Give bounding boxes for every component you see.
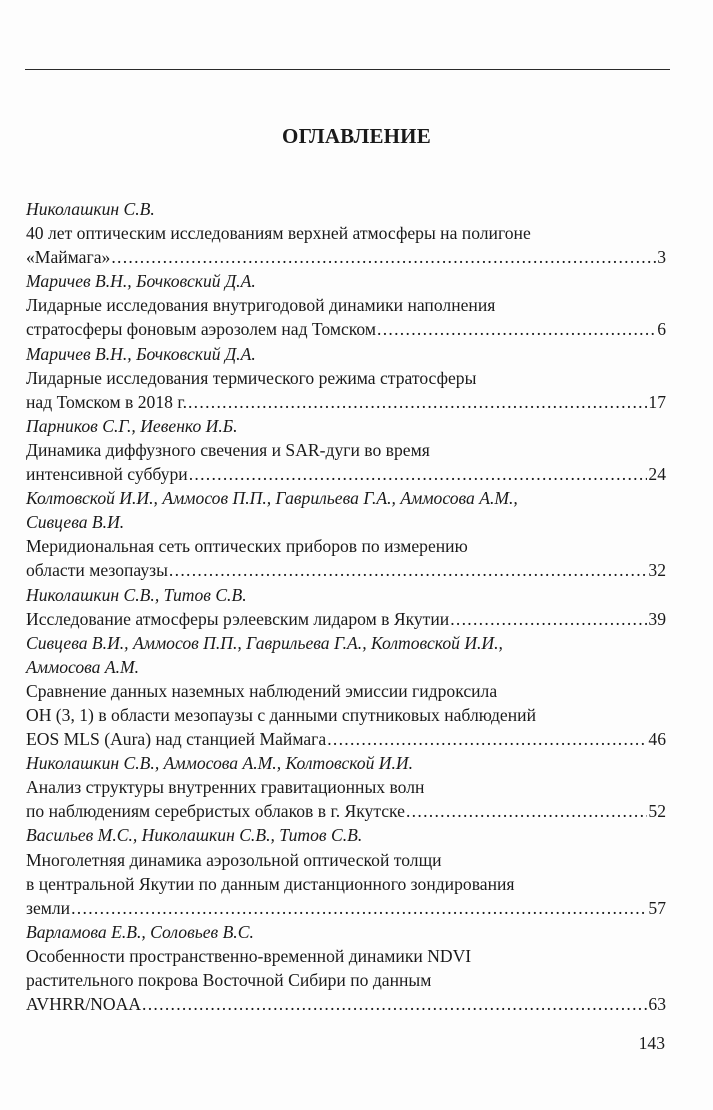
page-number: 143	[638, 1033, 665, 1053]
entry-page-number[interactable]: 57	[648, 897, 666, 918]
dot-leader	[189, 462, 648, 486]
entry-title-last-line[interactable]	[26, 558, 666, 582]
entry-title-text: стратосферы фоновым аэрозолем над Томском	[26, 319, 377, 340]
entry-title-line: растительного покрова Восточной Сибири по данным	[26, 970, 432, 990]
toc-entry[interactable]	[26, 823, 666, 919]
toc-entry[interactable]	[26, 920, 666, 1016]
entry-page-number[interactable]: 63	[648, 994, 666, 1015]
entry-authors: Сивцева В.И.	[26, 512, 125, 533]
toc-entry[interactable]	[26, 631, 666, 751]
entry-page-number[interactable]: 52	[648, 801, 666, 822]
entry-authors: Николашкин С.В.	[26, 199, 155, 219]
toc-entry[interactable]	[26, 486, 666, 582]
entry-title-line: Многолетняя динамика аэрозольной оптической толщи	[26, 849, 442, 870]
entry-authors: Аммосова А.М.	[26, 656, 140, 677]
toc-entry[interactable]	[26, 751, 666, 823]
entry-title-last-line[interactable]	[26, 992, 666, 1016]
entry-authors: Николашкин С.В., Аммосова А.М., Колтовской И.И.	[26, 753, 414, 774]
dot-leader	[406, 799, 647, 823]
entry-title-line: 40 лет оптическим исследованиям верхней атмосферы на полигоне	[26, 223, 531, 244]
entry-authors: Маричев В.Н., Бочковский Д.А.	[26, 343, 256, 364]
entry-title-last-line[interactable]	[26, 799, 666, 823]
page-title: ОГЛАВЛЕНИЕ	[282, 124, 431, 148]
entry-page-number[interactable]: 24	[648, 464, 666, 485]
entry-title-line: ОН (3, 1) в области мезопаузы с данными спутниковых наблюдений	[26, 704, 536, 725]
entry-title-line: Лидарные исследования термического режима стратосферы	[26, 367, 477, 388]
entry-title-last-line[interactable]	[26, 390, 666, 414]
dot-leader	[169, 558, 647, 582]
dot-leader	[377, 317, 656, 341]
entry-title-line: в центральной Якутии по данным дистанционного зондирования	[26, 873, 515, 894]
entry-title-last-line[interactable]	[26, 245, 666, 269]
entry-authors: Маричев В.Н., Бочковский Д.А.	[26, 271, 256, 292]
table-of-contents	[26, 197, 666, 1016]
toc-entry[interactable]	[26, 269, 666, 341]
dot-leader	[450, 607, 647, 631]
toc-entry[interactable]	[26, 342, 666, 414]
entry-title-line: Лидарные исследования внутригодовой динамики наполнения	[26, 295, 496, 316]
toc-entry[interactable]	[26, 583, 666, 631]
entry-title-line: Сравнение данных наземных наблюдений эмиссии гидроксила	[26, 680, 498, 701]
entry-title-last-line[interactable]	[26, 317, 666, 341]
entry-authors: Николашкин С.В., Титов С.В.	[26, 584, 247, 605]
dot-leader	[142, 992, 647, 1016]
entry-page-number[interactable]: 32	[648, 560, 666, 581]
entry-page-number[interactable]: 46	[648, 729, 666, 750]
header-rule	[25, 69, 670, 70]
entry-title-text: AVHRR/NOAA	[26, 994, 142, 1015]
entry-title-last-line[interactable]	[26, 607, 666, 631]
toc-entry[interactable]	[26, 414, 666, 486]
entry-title-last-line[interactable]	[26, 727, 666, 751]
entry-title-text: по наблюдениям серебристых облаков в г. Якутске	[26, 801, 405, 822]
entry-title-text: EOS MLS (Aura) над станцией Маймага	[26, 729, 327, 750]
entry-title-text: области мезопаузы	[26, 560, 168, 581]
entry-title-line: Меридиональная сеть оптических приборов по измерению	[26, 536, 468, 557]
entry-title-text: Исследование атмосферы рэлеевским лидаром в Якутии	[26, 608, 450, 629]
entry-authors: Парников С.Г., Иевенко И.Б.	[26, 415, 238, 436]
entry-authors: Колтовской И.И., Аммосов П.П., Гаврильева Г.А., Аммосова А.М.,	[26, 488, 518, 509]
entry-authors: Сивцева В.И., Аммосов П.П., Гаврильева Г.А., Колтовской И.И.,	[26, 632, 503, 653]
entry-authors: Варламова Е.В., Соловьев В.С.	[26, 921, 254, 942]
entry-title-text: земли	[26, 897, 71, 918]
entry-title-line: Динамика диффузного свечения и SAR-дуги во время	[26, 439, 430, 460]
entry-page-number[interactable]: 6	[657, 319, 666, 340]
entry-title-text: над Томском в 2018 г.	[26, 391, 187, 412]
dot-leader	[71, 896, 647, 920]
entry-title-text: «Маймага»	[26, 247, 111, 268]
entry-title-last-line[interactable]	[26, 462, 666, 486]
toc-entry[interactable]	[26, 197, 666, 269]
dot-leader	[327, 727, 647, 751]
dot-leader	[111, 245, 656, 269]
entry-page-number[interactable]: 39	[648, 608, 666, 629]
entry-title-last-line[interactable]	[26, 896, 666, 920]
entry-page-number[interactable]: 17	[648, 391, 666, 412]
dot-leader	[188, 390, 647, 414]
entry-title-text: интенсивной суббури	[26, 464, 188, 485]
entry-authors: Васильев М.С., Николашкин С.В., Титов С.В.	[26, 825, 363, 846]
entry-title-line: Анализ структуры внутренних гравитационных волн	[26, 777, 425, 798]
entry-page-number[interactable]: 3	[657, 247, 666, 268]
entry-title-line: Особенности пространственно-временной динамики NDVI	[26, 945, 472, 966]
